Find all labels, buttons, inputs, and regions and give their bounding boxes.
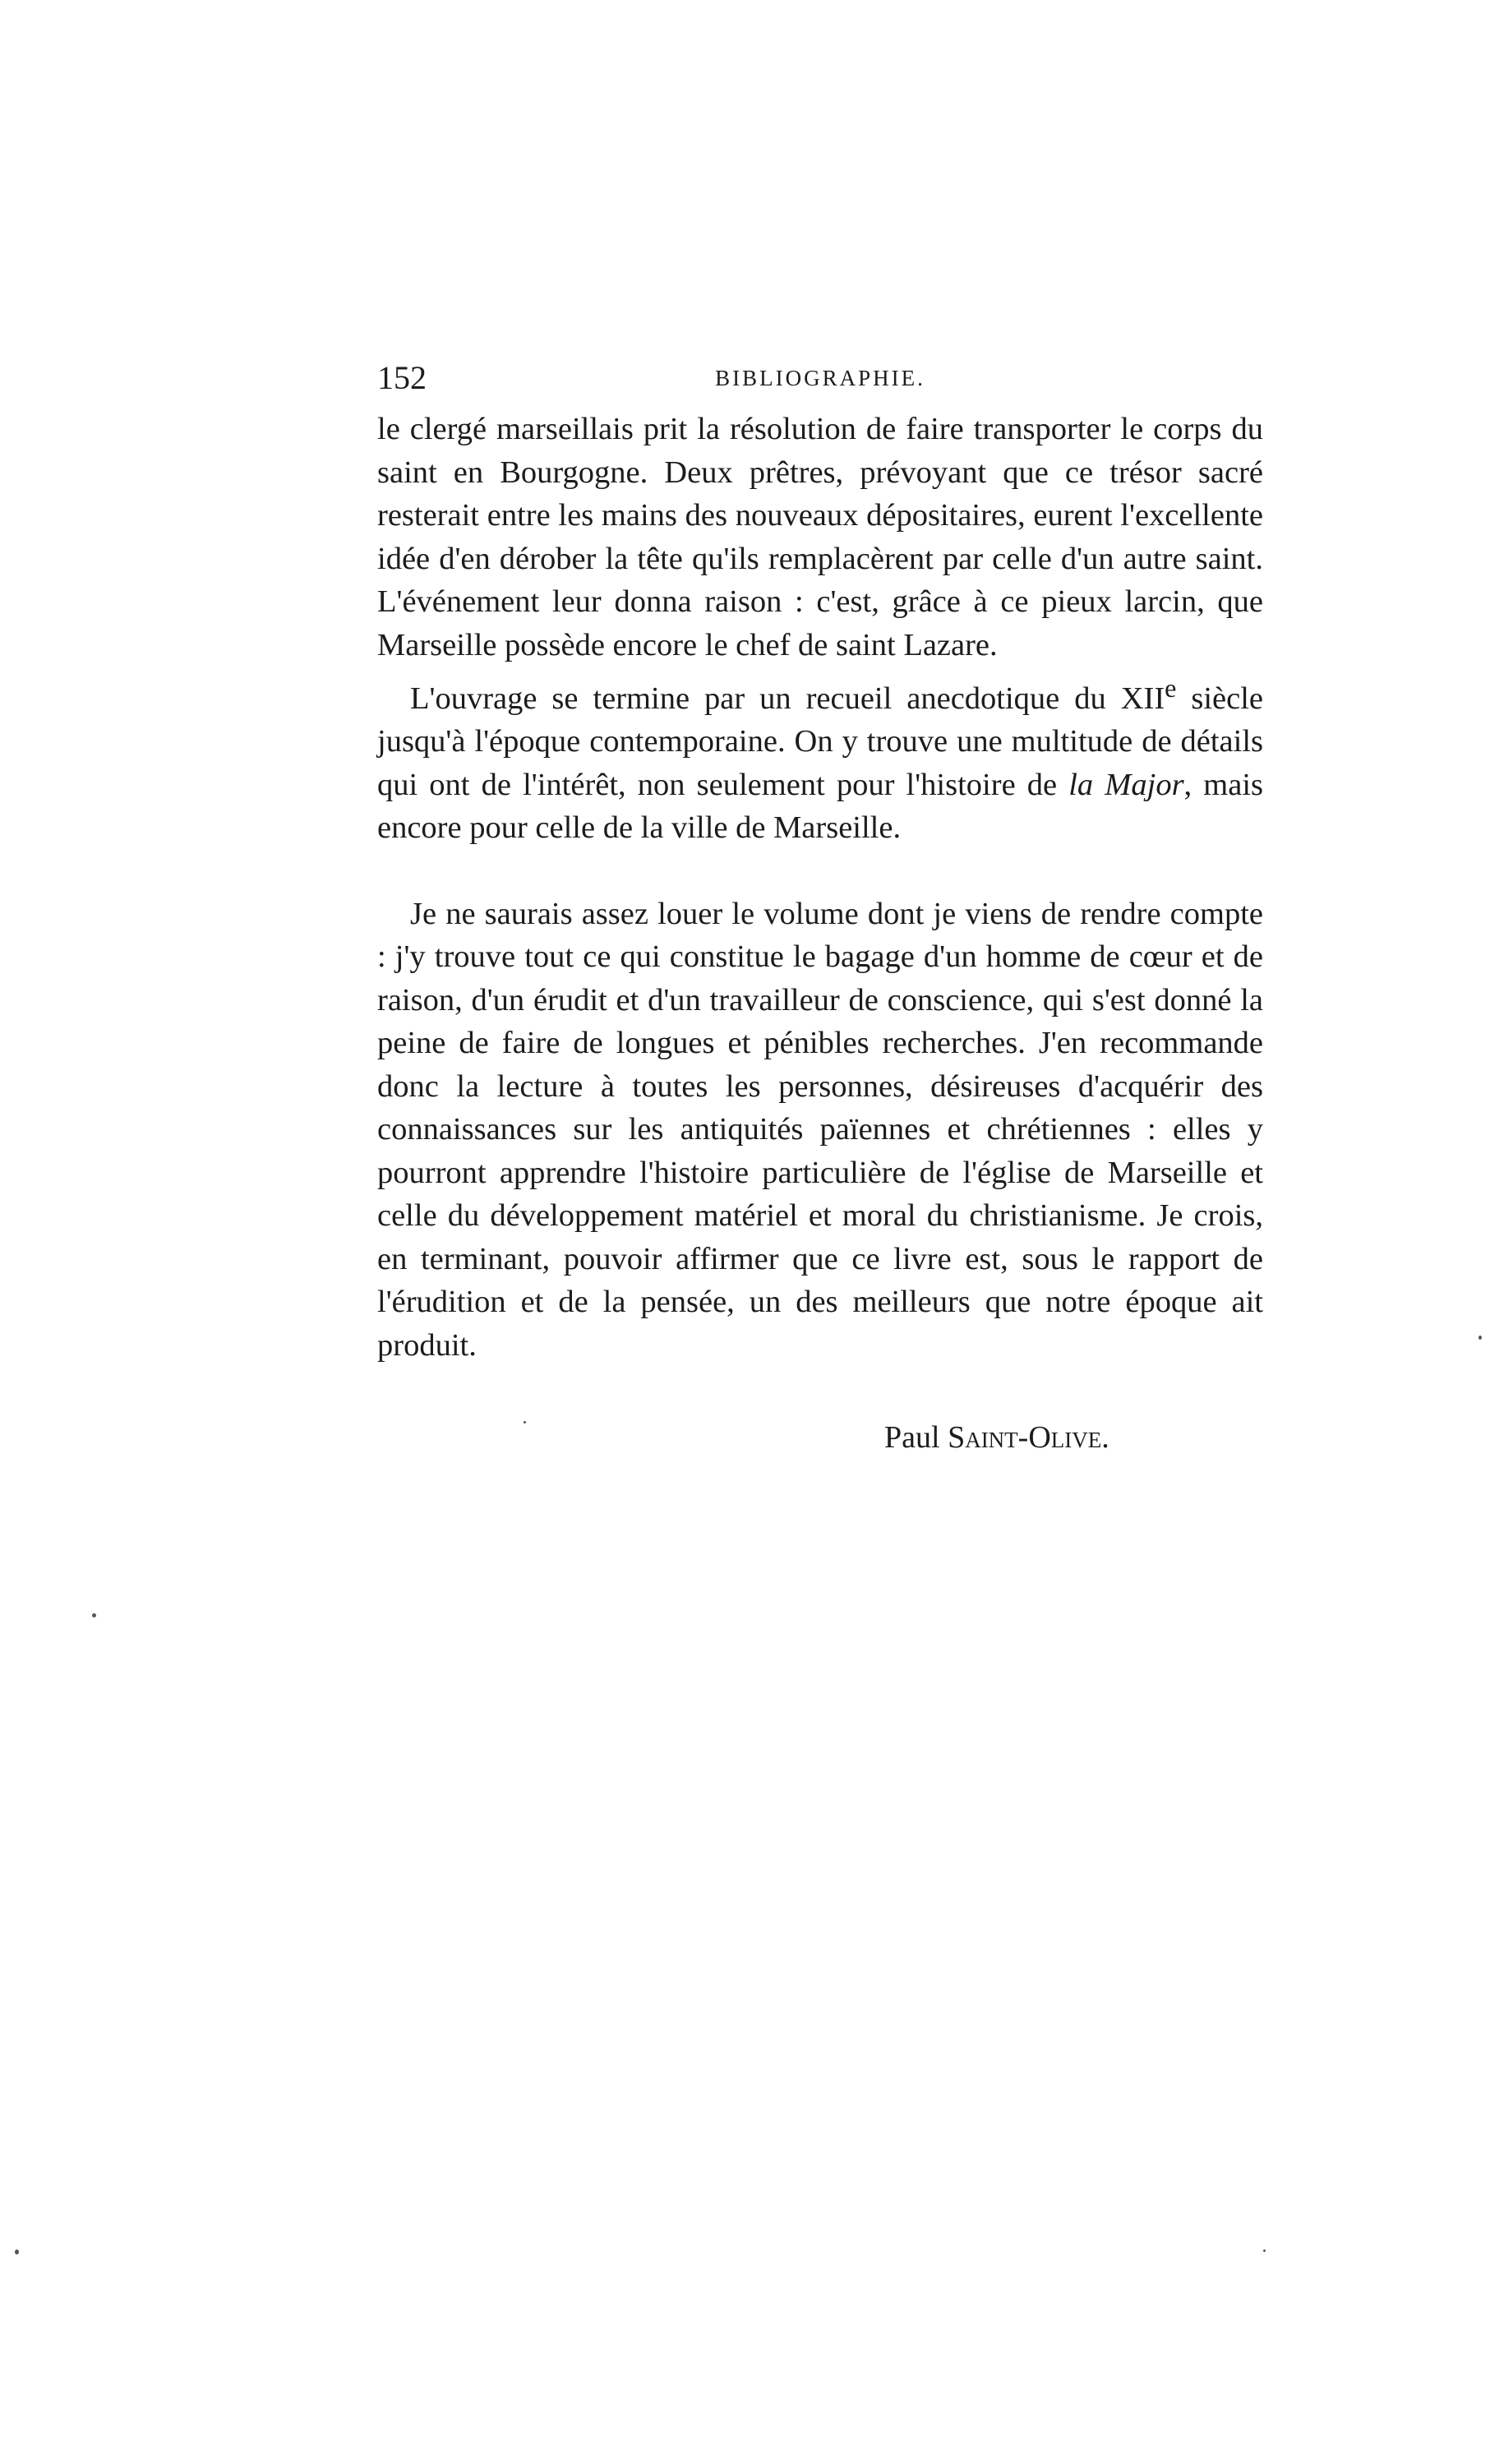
running-head [377, 353, 1263, 403]
italic-title: la Major [1068, 767, 1184, 802]
running-title: BIBLIOGRAPHIE. [715, 366, 925, 390]
paragraph-gap [377, 850, 1263, 893]
scan-speck [1478, 1336, 1482, 1340]
author-signature [884, 1416, 1109, 1459]
scan-speck [92, 1613, 96, 1617]
scan-speck [1263, 2249, 1266, 2252]
body-text [377, 408, 1263, 1367]
paragraph-ouvrage-end: , mais encore pour celle de la ville de Marseille. [377, 767, 1264, 846]
paragraph-continuation: le clergé marseillais prit la résolution de faire transporter le corps du saint en Bourgogne. Deux prêtres, prévoyant que ce trésor sacré resterait entre les mains des nouveaux dépositaires, eurent l'excellente idée d'en dérober la tête qu'ils remplacèrent par celle d'un autre saint. L'événement leur donna raison : c'est, grâce à ce pieux larcin, que Marseille possède encore le chef de saint Lazare. [377, 412, 1263, 662]
paragraph-ouvrage-start: L'ouvrage se termine par un recueil anecdotique du XII [410, 681, 1165, 716]
century-superscript: e [1165, 673, 1177, 703]
paragraph-ouvrage [377, 667, 1263, 850]
paragraph-conclusion: Je ne saurais assez louer le volume dont je viens de rendre compte : j'y trouve tout ce qui constitue le bagage d'un homme de cœur et de raison, d'un érudit et d'un travailleur de conscience, qui s'est donné la peine de faire de longues et pénibles recherches. J'en recommande donc la lecture à toutes les personnes, désireuses d'acquérir des connaissances sur les antiquités païennes et chrétiennes : elles y pourront apprendre l'histoire particulière de l'église de Marseille et celle du développement matériel et moral du christianisme. Je crois, en terminant, pouvoir affirmer que ce livre est, sous le rapport de l'érudition et de la pensée, un des meilleurs que notre époque ait produit. [377, 896, 1263, 1363]
paragraph-ouvrage-middle: siècle jusqu'à l'époque contemporaine. On y trouve une multitude de détails qui ont de l'intérêt, non seulement pour l'histoire de [377, 681, 1264, 802]
page-number: 152 [377, 359, 427, 396]
scan-speck [524, 1421, 526, 1423]
signature-first-name: Paul [884, 1420, 940, 1455]
scan-speck [15, 2249, 19, 2254]
signature-last-name: Saint-Olive. [948, 1420, 1109, 1455]
